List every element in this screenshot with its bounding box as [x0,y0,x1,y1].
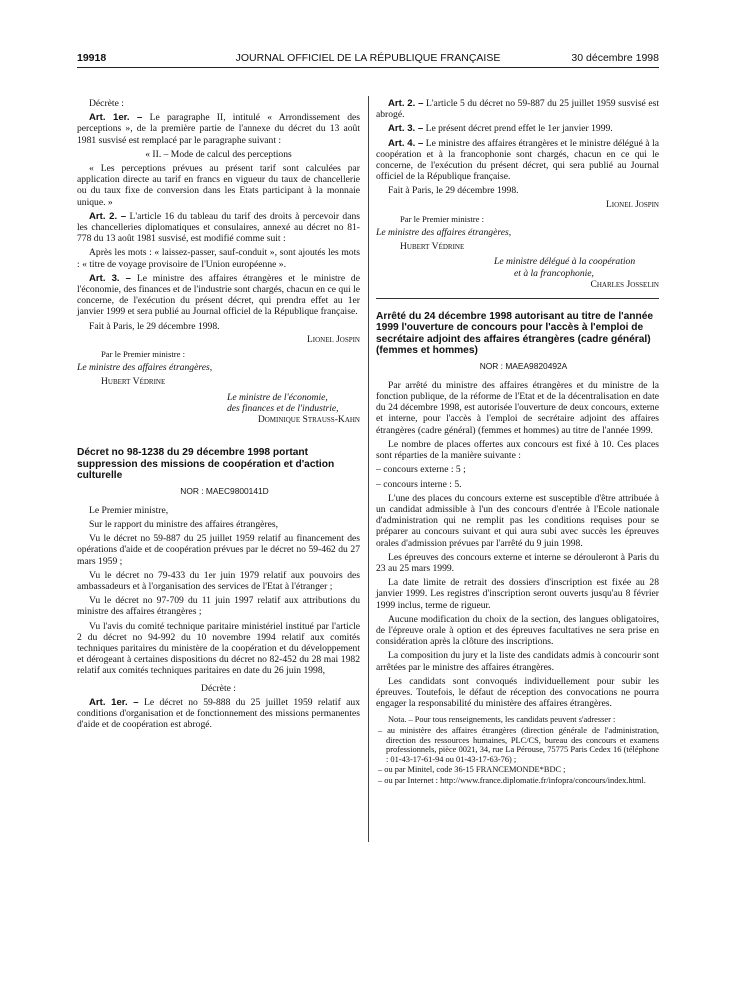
article-3 [77,273,360,318]
list-item: – concours interne : 5. [376,478,462,490]
decree-article-1 [77,697,360,731]
signature-jospin: Lionel Jospin [606,199,659,210]
fait-a-paris: Fait à Paris, le 29 décembre 1998. [388,185,519,197]
paragraph: La date limite de retrait des dossiers d'inscription est fixée au 28 janvier 1999. Les registres d'inscription seront ouverts jusqu'au 8 février 1999 inclus, terme de rigueur. [376,577,659,611]
column-divider [368,96,369,842]
quote-title: « II. – Mode de calcul des perceptions [145,148,292,160]
nota-item: – ou par Minitel, code 36-15 FRANCEMONDE*BDC ; [378,765,566,775]
section-separator [376,298,659,299]
list-item: – concours externe : 5 ; [376,464,466,476]
paragraph: Le nombre de places offertes aux concours est fixé à 10. Ces places sont réparties de la manière suivante : [376,438,659,462]
decrete-heading: Décrète : [201,682,236,694]
signature-vedrine: Hubert Védrine [400,241,465,253]
article-text: Le ministre des affaires étrangères et le ministre délégué à la coopération et à la francophonie sont chargés, chacun en ce qui le concerne, de l'exécution du présent décret, qui sera publié au Journal officiel de la République française. [376,137,659,183]
minister-title: Le ministre des affaires étrangères, [376,227,512,239]
par-premier-ministre: Par le Premier ministre : [400,213,485,224]
article-label: Art. 3. – [89,272,132,284]
article-label: Art. 4. – [388,137,424,149]
signature-strauss-kahn: Dominique Strauss-Kahn [257,414,360,426]
article-text: L'article 16 du tableau du tarif des droits à percevoir dans les chancelleries diplomatiques et consulaires, annexé au décret no 81-778 du 13 août 1981 susvisé, est modifié comme suit : [77,210,360,245]
visa: Vu le décret no 97-709 du 11 juin 1997 relatif aux attributions du ministre des affaires étrangères ; [77,595,360,618]
paragraph: Les épreuves des concours externe et interne se dérouleront à Paris du 23 au 25 mars 1999. [376,551,659,574]
minister-title: Le ministre de l'économie, [227,391,328,403]
article-text: Le ministre des affaires étrangères et le ministre de l'économie, des finances et de l'industrie sont chargés, chacun en ce qui le concerne, de l'exécution du présent décret, qui prendra effet au 1er janvier 1999 et sera publié au Journal officiel de la République française. [77,272,360,318]
decree-article-4 [376,138,659,183]
visa: Vu l'avis du comité technique paritaire ministériel institué par l'article 2 du décret no 94-992 du 10 novembre 1994 relatif aux comités techniques paritaires du ministère de la coopération et du développement et dérogeant à certaines dispositions du décret no 82-452 du 28 mai 1982 relatif aux comités techniques paritaires en date du 26 juin 1998, [77,620,360,677]
minister-title: et à la francophonie, [514,267,594,279]
paragraph: L'une des places du concours externe est susceptible d'être attribuée à un candidat admissible à l'un des concours d'entrée à l'Ecole nationale d'administration qui ne remplit pas les conditions requises pour se préparer au concours suivant et qui aura subi avec succès les épreuves orales d'admission prévues par l'arrêté du 9 juin 1998. [376,492,659,549]
signature-jospin: Lionel Jospin [307,334,360,345]
minister-title: des finances et de l'industrie, [227,402,339,414]
paragraph: Par arrêté du ministre des affaires étrangères et du ministre de la fonction publique, de la réforme de l'Etat et de la décentralisation en date du 24 décembre 1998, est autorisée l'ouverture de deux concours, externe et interne, pour l'accès à l'emploi de secrétaire adjoint des affaires étrangères (cadre général) (femmes et hommes) au titre de l'année 1999. [376,379,659,436]
decree-article-3 [376,123,659,134]
nota-item: – ou par Internet : http://www.france.diplomatie.fr/infopra/concours/index.html. [378,775,646,785]
article-text: Le décret no 59-888 du 25 juillet 1959 relatif aux conditions d'organisation et de fonctionnement des missions permanentes d'aide et de coopération est abrogé. [77,696,360,731]
minister-title: Le ministre délégué à la coopération [494,256,636,268]
visa: Sur le rapport du ministre des affaires étrangères, [89,518,278,530]
decrete-heading: Décrète : [89,98,124,109]
article-label: Art. 1er. – [89,112,143,124]
article-text: Le présent décret prend effet le 1er janvier 1999. [425,123,613,135]
paragraph: La composition du jury et la liste des candidats admis à concourir sont arrêtées par le ministre des affaires étrangères. [376,650,659,673]
page-number: 19918 [77,52,107,64]
header-rule [77,67,659,68]
paragraph: Les candidats sont convoqués individuellement pour subir les épreuves. Toutefois, le défaut de réception des convocations ne pourra engager la responsabilité du ministère des affaires étrangères. [376,675,659,710]
article-2 [77,211,360,245]
minister-title: Le ministre des affaires étrangères, [77,362,213,374]
journal-title: JOURNAL OFFICIEL DE LA RÉPUBLIQUE FRANÇAISE [235,52,501,64]
nota-intro: Nota. – Pour tous renseignements, les candidats peuvent s'adresser : [388,715,616,725]
par-premier-ministre: Par le Premier ministre : [101,349,186,360]
article-label: Art. 2. – [388,98,424,109]
decree-article-2 [376,98,659,120]
arrete-title: Arrêté du 24 décembre 1998 autorisant au titre de l'année 1999 l'ouverture de concours pour l'accès à l'emploi de secrétaire adjoint des affaires étrangères (cadre général) (femmes et hommes) [376,311,654,357]
issue-date: 30 décembre 1998 [571,52,659,64]
signature-vedrine: Hubert Védrine [101,376,166,388]
visa: Vu le décret no 59-887 du 25 juillet 1959 relatif au financement des opérations d'aide et de coopération prévues par le décret no 59-462 du 27 mars 1959 ; [77,533,360,567]
article-label: Art. 3. – [388,123,424,135]
nor-reference: NOR : MAEA9820492A [479,360,568,371]
article-1 [77,112,360,146]
right-column [376,98,659,787]
signature-josselin: Charles Josselin [590,278,659,290]
article-label: Art. 2. – [89,210,127,222]
nota-block [376,715,659,785]
nota-item: – au ministère des affaires étrangères (direction générale de l'administration, direction des ressources humaines, PLC/CS, bureau des concours et examens professionnels, pièce 0021, 34, rue La Pérouse, 75775 Paris Cedex 16 (téléphone : 01-43-17-61-94 ou 01-43-17-63-76) ; [378,725,659,764]
paragraph: Aucune modification du choix de la section, des langues obligatoires, de l'épreuve orale à option et des épreuves facultatives ne sera prise en considération après la clôture des inscriptions. [376,613,659,648]
nor-reference: NOR : MAEC9800141D [180,485,269,496]
premier-ministre: Le Premier ministre, [89,504,169,516]
page-header [77,52,659,66]
left-column [77,98,360,733]
article-2-amendment: Après les mots : « laissez-passer, sauf-conduit », sont ajoutés les mots : « titre de voyage provisoire de l'Union européenne ». [77,247,360,270]
visa: Vu le décret no 79-433 du 1er juin 1979 relatif aux pouvoirs des ambassadeurs et à l'organisation des services de l'Etat à l'étranger ; [77,569,360,592]
quote-text: « Les perceptions prévues au présent tarif sont calculées par application directe au tarif en francs en vigueur du taux de chancellerie ou du taux fixe de conversion dans les Etats participant à la monnaie unique. » [77,163,360,208]
article-text: Le paragraphe II, intitulé « Arrondissement des perceptions », de la première partie de l'annexe du décret du 13 août 1981 susvisé est remplacé par le paragraphe suivant : [77,112,360,146]
article-label: Art. 1er. – [89,696,139,708]
fait-a-paris: Fait à Paris, le 29 décembre 1998. [89,320,220,332]
article-text: L'article 5 du décret no 59-887 du 25 juillet 1959 susvisé est abrogé. [376,98,659,121]
decree-title: Décret no 98-1238 du 29 décembre 1998 portant suppression des missions de coopération et d'action culturelle [77,447,335,482]
